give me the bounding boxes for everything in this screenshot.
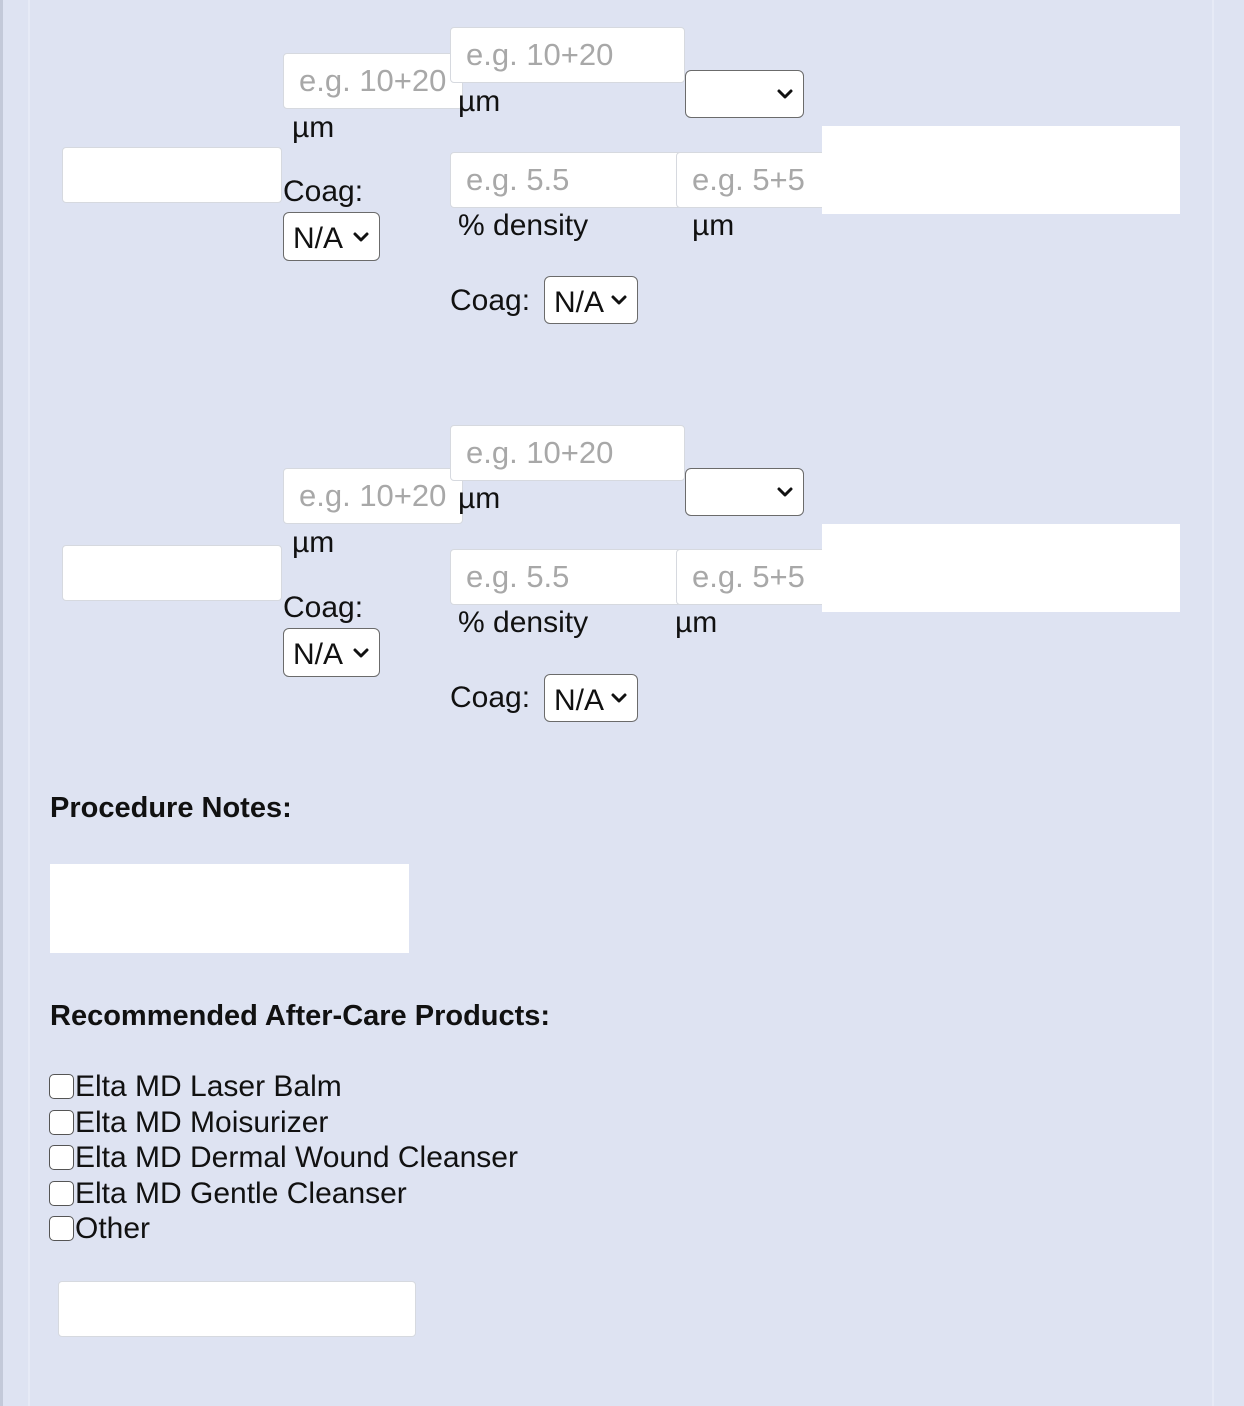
coag-select[interactable] bbox=[283, 628, 380, 677]
aftercare-option-other[interactable] bbox=[49, 1211, 150, 1246]
checkbox[interactable] bbox=[49, 1110, 74, 1135]
coag-select-2[interactable] bbox=[544, 674, 638, 722]
spot-size-unit-2: µm bbox=[458, 482, 501, 515]
density-input[interactable] bbox=[450, 549, 685, 605]
checkbox[interactable] bbox=[49, 1145, 74, 1170]
chevron-down-icon bbox=[610, 294, 628, 306]
chevron-down-icon bbox=[610, 692, 628, 704]
page-left-border bbox=[0, 0, 3, 1406]
spot-size-input-2[interactable] bbox=[450, 27, 685, 83]
spot-size-input[interactable] bbox=[283, 468, 463, 524]
spot-size-unit: µm bbox=[292, 111, 335, 144]
coag-select-value-2: N/A bbox=[554, 286, 605, 319]
density-label: % density bbox=[458, 606, 589, 639]
aftercare-option-moisurizer[interactable] bbox=[49, 1105, 328, 1140]
chevron-down-icon bbox=[776, 88, 794, 100]
coag-select-value: N/A bbox=[293, 638, 344, 671]
aftercare-option-gentle-cleanser[interactable] bbox=[49, 1176, 407, 1211]
spot-size-unit: µm bbox=[292, 526, 335, 559]
depth-input[interactable] bbox=[676, 549, 826, 605]
depth-unit: µm bbox=[692, 209, 735, 242]
panel-left-edge bbox=[28, 0, 30, 1406]
depth-input[interactable] bbox=[676, 152, 826, 208]
depth-unit: µm bbox=[675, 606, 718, 639]
coag-label-2: Coag: bbox=[450, 681, 531, 714]
coag-label: Coag: bbox=[283, 591, 364, 624]
option-label: Other bbox=[75, 1211, 151, 1245]
coag-label: Coag: bbox=[283, 175, 364, 208]
setting-notes-box[interactable] bbox=[822, 524, 1180, 612]
area-name-input[interactable] bbox=[62, 147, 282, 203]
option-label: Elta MD Laser Balm bbox=[75, 1069, 342, 1103]
coag-label-2: Coag: bbox=[450, 284, 531, 317]
procedure-notes-box[interactable] bbox=[50, 864, 409, 953]
chevron-down-icon bbox=[776, 486, 794, 498]
spot-size-input[interactable] bbox=[283, 53, 463, 109]
density-input[interactable] bbox=[450, 152, 685, 208]
coag-select[interactable] bbox=[283, 212, 380, 261]
option-label: Elta MD Moisurizer bbox=[75, 1105, 329, 1139]
aftercare-option-laser-balm[interactable] bbox=[49, 1069, 342, 1104]
pass-select[interactable] bbox=[685, 70, 804, 118]
chevron-down-icon bbox=[352, 647, 370, 659]
procedure-notes-heading: Procedure Notes: bbox=[50, 792, 292, 824]
chevron-down-icon bbox=[352, 231, 370, 243]
coag-select-value: N/A bbox=[293, 222, 344, 255]
area-name-input[interactable] bbox=[62, 545, 282, 601]
spot-size-input-2[interactable] bbox=[450, 425, 685, 481]
pass-select[interactable] bbox=[685, 468, 804, 516]
checkbox[interactable] bbox=[49, 1216, 74, 1241]
checkbox[interactable] bbox=[49, 1181, 74, 1206]
checkbox[interactable] bbox=[49, 1074, 74, 1099]
option-label: Elta MD Dermal Wound Cleanser bbox=[75, 1140, 518, 1174]
option-label: Elta MD Gentle Cleanser bbox=[75, 1176, 407, 1210]
spot-size-unit-2: µm bbox=[458, 85, 501, 118]
aftercare-heading: Recommended After-Care Products: bbox=[50, 1000, 551, 1032]
coag-select-2[interactable] bbox=[544, 276, 638, 324]
density-label: % density bbox=[458, 209, 589, 242]
coag-select-value-2: N/A bbox=[554, 684, 605, 717]
aftercare-option-dermal-wound-cleanser[interactable] bbox=[49, 1140, 518, 1175]
panel-right-edge bbox=[1212, 0, 1214, 1406]
aftercare-other-input[interactable] bbox=[58, 1281, 416, 1337]
setting-notes-box[interactable] bbox=[822, 126, 1180, 214]
